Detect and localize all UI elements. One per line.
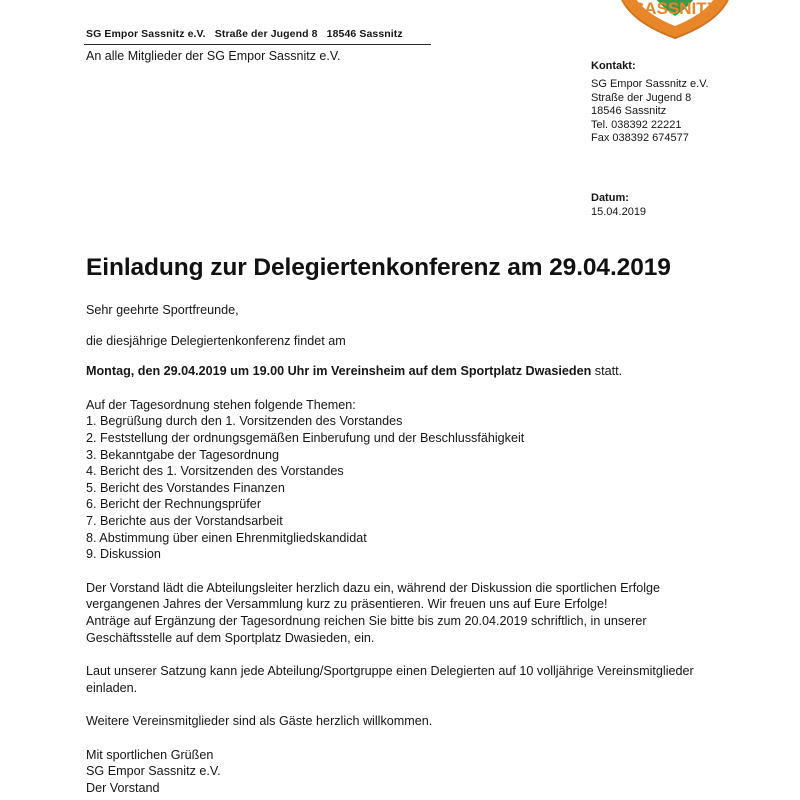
closing-line-1: Mit sportlichen Grüßen: [86, 747, 214, 762]
paragraph-2-line-2: Geschäftsstelle auf dem Sportplatz Dwasieden, ein.: [86, 630, 375, 645]
list-item: 8. Abstimmung über einen Ehrenmitgliedskandidat: [86, 530, 367, 545]
list-item: 5. Bericht des Vorstandes Finanzen: [86, 480, 285, 495]
closing-line-2: SG Empor Sassnitz e.V.: [86, 764, 221, 779]
intro-line: die diesjährige Delegiertenkonferenz findet am: [86, 333, 346, 348]
agenda-intro: Auf der Tagesordnung stehen folgende Themen:: [86, 397, 356, 412]
contact-title: Kontakt:: [591, 60, 636, 72]
contact-line-3: 18546 Sassnitz: [591, 105, 667, 118]
date-block: [591, 191, 646, 219]
addressee-line: An alle Mitglieder der SG Empor Sassnitz e.V.: [86, 49, 341, 63]
contact-block: [591, 60, 709, 145]
closing-line-3: Der Vorstand: [86, 781, 160, 796]
spacer: [86, 319, 726, 333]
logo-club-text: SASSNITZ: [632, 0, 718, 18]
contact-line-2: Straße der Jugend 8: [591, 91, 692, 104]
list-item: 1. Begrüßung durch den 1. Vorsitzenden des Vorstandes: [86, 414, 403, 429]
meeting-bold: Montag, den 29.04.2019 um 19.00 Uhr im Vereinsheim auf dem Sportplatz Dwasieden: [86, 364, 592, 379]
paragraph-1-line-1: Der Vorstand lädt die Abteilungsleiter herzlich dazu ein, während der Diskussion die sportlichen Erfolge: [86, 580, 661, 595]
paragraph-1-line-2: vergangenen Jahres der Versammlung kurz zu präsentieren. Wir freuen uns auf Eure Erfolge!: [86, 597, 608, 612]
agenda-list: [86, 413, 726, 562]
contact-line-5: Fax 038392 674577: [591, 132, 689, 145]
spacer: [86, 696, 726, 713]
list-item: 4. Bericht des 1. Vorsitzenden des Vorstandes: [86, 464, 344, 479]
salutation: Sehr geehrte Sportfreunde,: [86, 303, 239, 317]
spacer: [86, 730, 726, 747]
spacer: [86, 349, 726, 363]
meeting-tail: statt.: [591, 364, 623, 379]
paragraph-3-line-1: Laut unserer Satzung kann jede Abteilung/Sportgruppe einen Delegierten auf 10 volljährige Vereinsmitglieder: [86, 664, 694, 679]
page-title: Einladung zur Delegiertenkonferenz am 29.04.2019: [86, 254, 671, 281]
contact-line-1: SG Empor Sassnitz e.V.: [591, 78, 709, 91]
list-item: 2. Feststellung der ordnungsgemäßen Einberufung und der Beschlussfähigkeit: [86, 430, 525, 445]
spacer: [86, 563, 726, 580]
list-item: 3. Bekanntgabe der Tagesordnung: [86, 447, 280, 462]
spacer: [86, 646, 726, 663]
list-item: 9. Diskussion: [86, 547, 161, 562]
sender-underline: [84, 44, 431, 45]
list-item: 6. Bericht der Rechnungsprüfer: [86, 497, 262, 512]
date-value: 15.04.2019: [591, 206, 647, 218]
contact-line-4: Tel. 038392 22221: [591, 118, 682, 131]
paragraph-3-line-2: einladen.: [86, 680, 138, 695]
paragraph-4: Weitere Vereinsmitglieder sind als Gäste herzlich willkommen.: [86, 714, 433, 729]
list-item: 7. Berichte aus der Vorstandsarbeit: [86, 513, 283, 528]
spacer: [86, 380, 726, 397]
meeting-line: [86, 363, 726, 380]
paragraph-2-line-1: Anträge auf Ergänzung der Tagesordnung reichen Sie bitte bis zum 20.04.2019 schriftlich, in unserer: [86, 613, 647, 628]
sender-line: SG Empor Sassnitz e.V. Straße der Jugend 8 18546 Sassnitz: [86, 28, 403, 40]
letter-body: [86, 302, 726, 797]
date-title: Datum:: [591, 192, 629, 204]
club-logo: [600, 0, 750, 46]
